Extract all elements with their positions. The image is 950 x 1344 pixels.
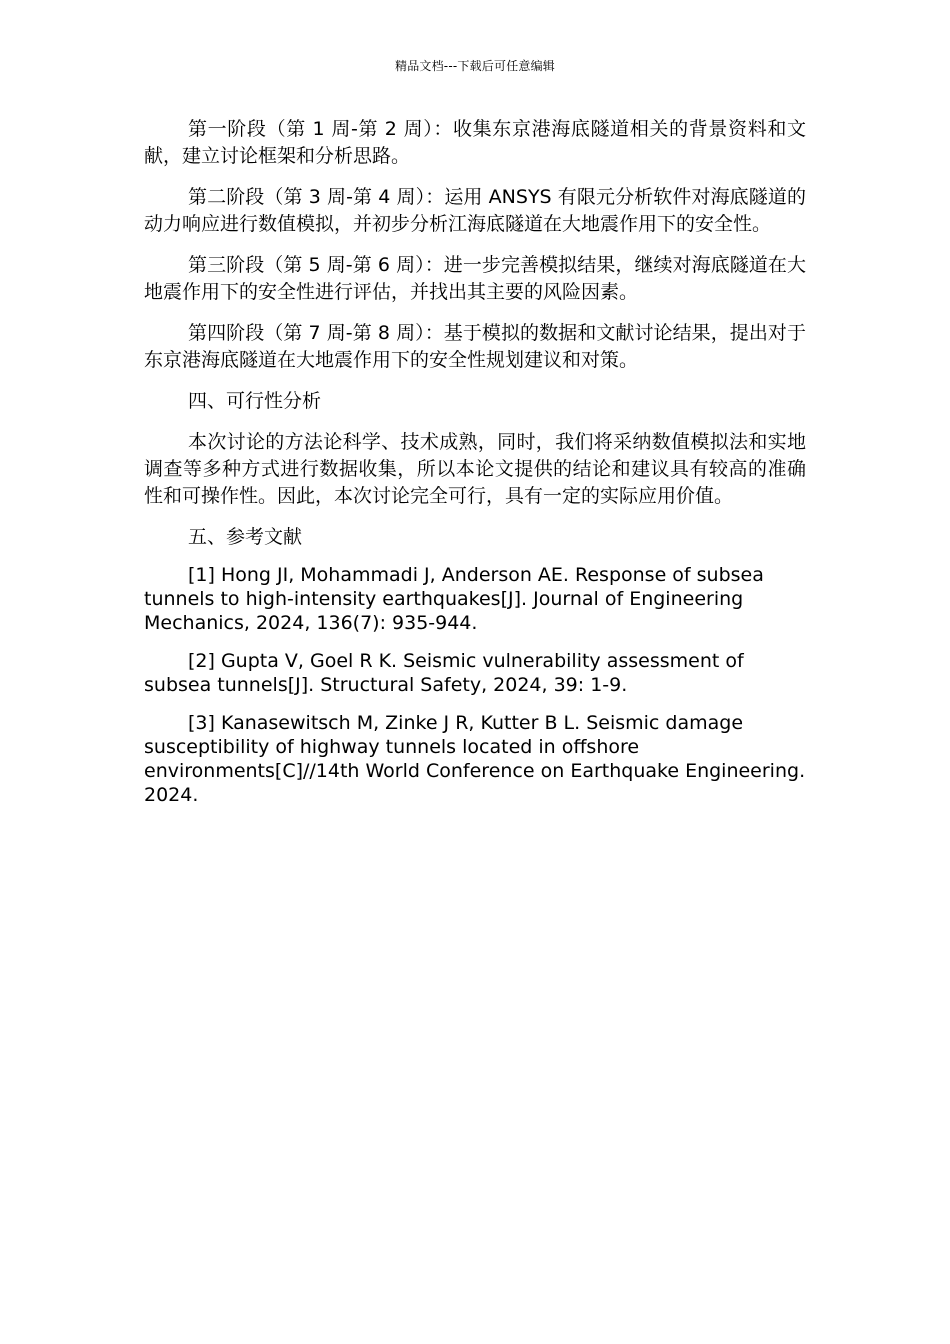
stage-two-paragraph: 第二阶段（第 3 周-第 4 周）：运用 ANSYS 有限元分析软件对海底隧道的动力响应进行数值模拟，并初步分析江海底隧道在大地震作用下的安全性。 — [144, 186, 806, 235]
section-heading-references: 五、参考文献 — [188, 526, 303, 548]
reference-item-2: [2] Gupta V, Goel R K. Seismic vulnerability assessment of subsea tunnels[J]. Structural Safety, 2024, 39: 1-9. — [144, 650, 744, 696]
reference-item-3: [3] Kanasewitsch M, Zinke J R, Kutter B L. Seismic damage susceptibility of highway tunnels located in offshore environments[C]//14th World Conference on Earthquake Engineering. 2024. — [144, 712, 806, 806]
stage-one-paragraph: 第一阶段（第 1 周-第 2 周）：收集东京港海底隧道相关的背景资料和文献，建立讨论框架和分析思路。 — [144, 118, 806, 167]
page-header: 精品文档---下载后可任意编辑 — [395, 59, 555, 73]
reference-item-1: [1] Hong JI, Mohammadi J, Anderson AE. Response of subsea tunnels to high-intensity earthquakes[J]. Journal of Engineering Mechanics, 2024, 136(7): 935-944. — [144, 564, 764, 634]
feasibility-paragraph: 本次讨论的方法论科学、技术成熟，同时，我们将采纳数值模拟法和实地调查等多种方式进行数据收集，所以本论文提供的结论和建议具有较高的准确性和可操作性。因此，本次讨论完全可行，具有一定的实际应用价值。 — [144, 431, 806, 507]
document-body — [144, 116, 806, 807]
stage-four-paragraph: 第四阶段（第 7 周-第 8 周）：基于模拟的数据和文献讨论结果，提出对于东京港海底隧道在大地震作用下的安全性规划建议和对策。 — [144, 322, 806, 371]
stage-three-paragraph: 第三阶段（第 5 周-第 6 周）：进一步完善模拟结果，继续对海底隧道在大地震作用下的安全性进行评估，并找出其主要的风险因素。 — [144, 254, 806, 303]
section-heading-feasibility: 四、可行性分析 — [188, 390, 322, 412]
